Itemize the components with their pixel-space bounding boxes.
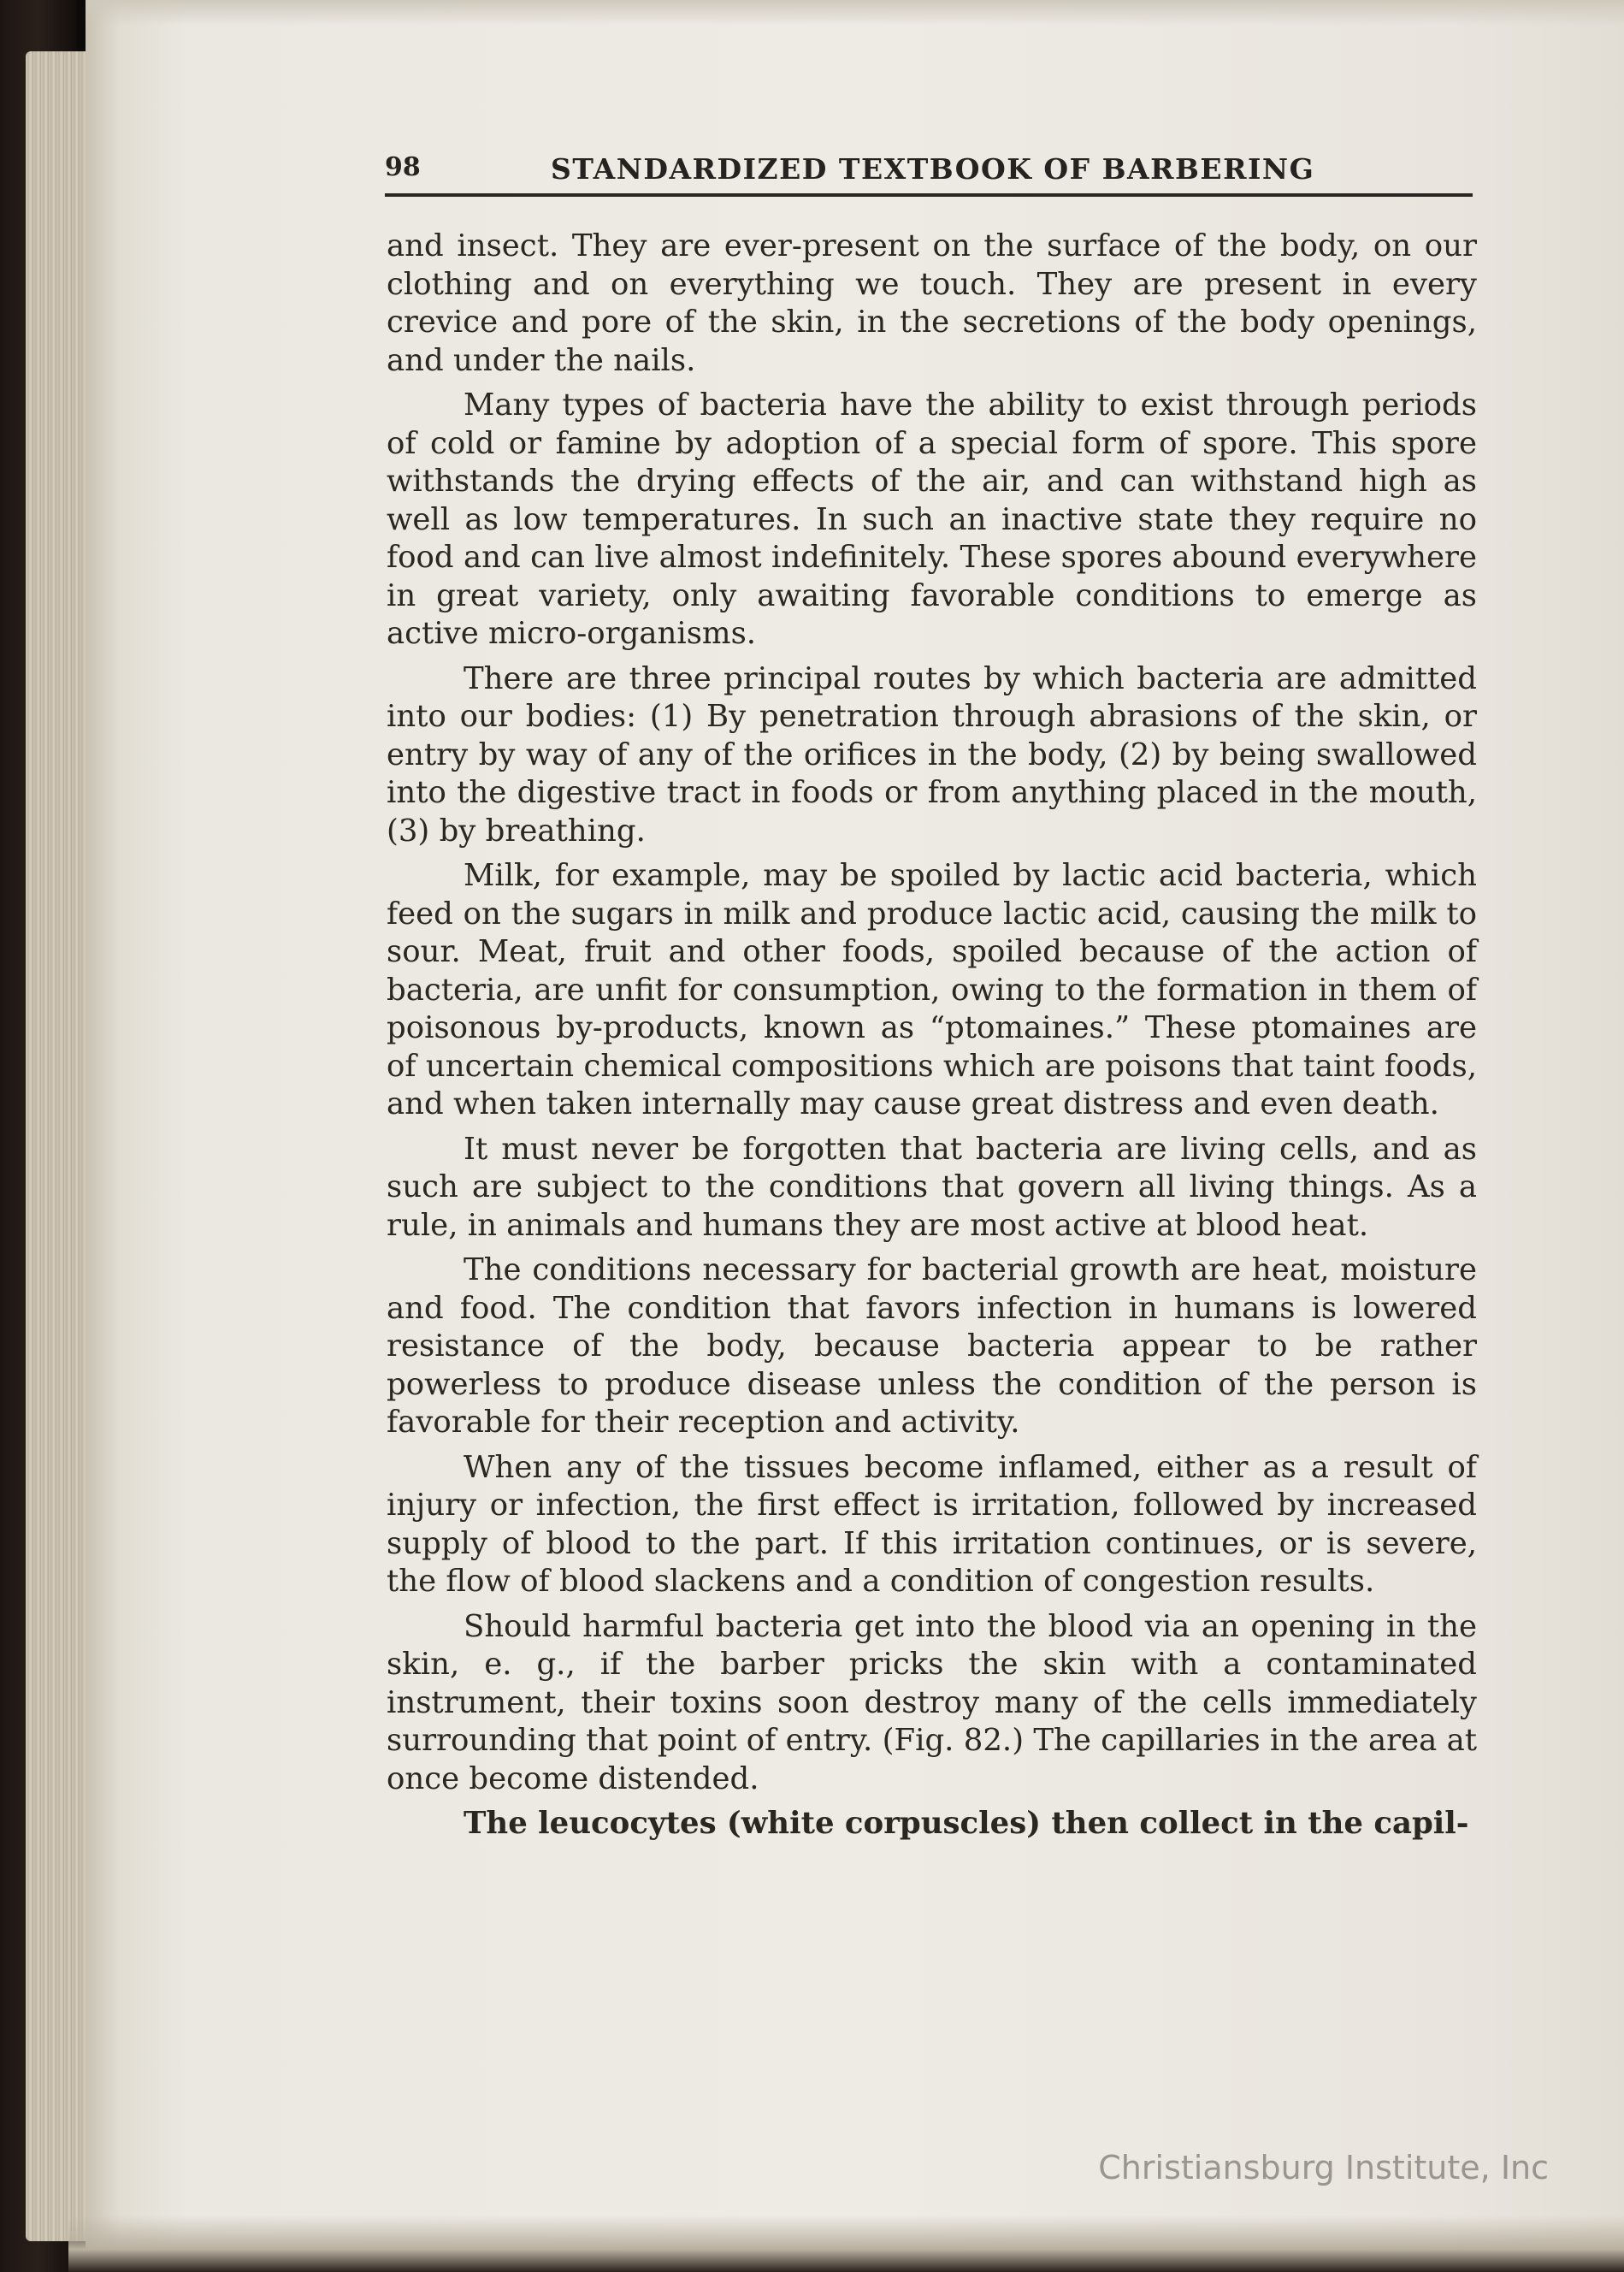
page-top-shadow — [86, 0, 1624, 26]
page-bottom-shadow — [68, 2216, 1624, 2272]
watermark: Christiansburg Institute, Inc — [1098, 2149, 1549, 2186]
paragraph-harmful-bacteria: Should harmful bacteria get into the blood via an opening in the skin, e. g., if the barber pricks the skin with a contaminated instrument, their toxins soon destroy many of the cells immediately surrounding that point of entry. (Fig. 82.) The capillaries in the area at once become distended. — [387, 1608, 1477, 1796]
page-header — [385, 151, 1473, 197]
paragraph-growth-conditions: The conditions necessary for bacterial growth are heat, moisture and food. The condition that favors infection in humans is lowered resistance of the body, because bacteria appear to be rather powerless to produce disease unless the condition of the person is favorable for their reception and activity. — [387, 1252, 1477, 1440]
paragraph-routes: There are three principal routes by which bacteria are admitted into our bodies: (1) By penetration through abrasions of the skin, or entry by way of any of the orifices in the body, (2) by being swallowed into the digestive tract in foods or from anything placed in the mouth, (3) by breathing. — [387, 660, 1477, 849]
body-text — [387, 228, 1477, 1850]
paragraph-continuation: and insect. They are ever-present on the surface of the body, on our clothing and on everything we touch. They are present in every crevice and pore of the skin, in the secretions of the body openings, and under the nails. — [387, 228, 1477, 378]
paragraph-spores: Many types of bacteria have the ability to exist through periods of cold or famine by adoption of a special form of spore. This spore withstands the drying effects of the air, and can withstand high as well as low temperatures. In such an inactive state they require no food and can live almost indefinitely. These spores abound everywhere in great variety, only awaiting favorable conditions to emerge as active micro-organisms. — [387, 388, 1477, 651]
paragraph-living-cells: It must never be forgotten that bacteria are living cells, and as such are subject to the conditions that govern all living things. As a rule, in animals and humans they are most active at blood heat. — [387, 1131, 1477, 1243]
paragraph-inflammation: When any of the tissues become inflamed, either as a result of injury or infection, the first effect is irritation, followed by increased supply of blood to the part. If this irritation continues, or is severe, the flow of blood slackens and a condition of congestion results. — [387, 1449, 1477, 1599]
page-number: 98 — [385, 152, 421, 182]
paragraph-leucocytes: The leucocytes (white corpuscles) then collect in the capil- — [464, 1806, 1469, 1841]
paragraph-milk: Milk, for example, may be spoiled by lactic acid bacteria, which feed on the sugars in milk and produce lactic acid, causing the milk to sour. Meat, fruit and other foods, spoiled because of the action of bacteria, are unfit for consumption, owing to the formation in them of poisonous by-products, known as “ptomaines.” These ptomaines are of uncertain chemical compositions which are poisons that taint foods, and when taken internally may cause great distress and even death. — [387, 858, 1477, 1121]
running-head: STANDARDIZED TEXTBOOK OF BARBERING — [551, 152, 1315, 186]
